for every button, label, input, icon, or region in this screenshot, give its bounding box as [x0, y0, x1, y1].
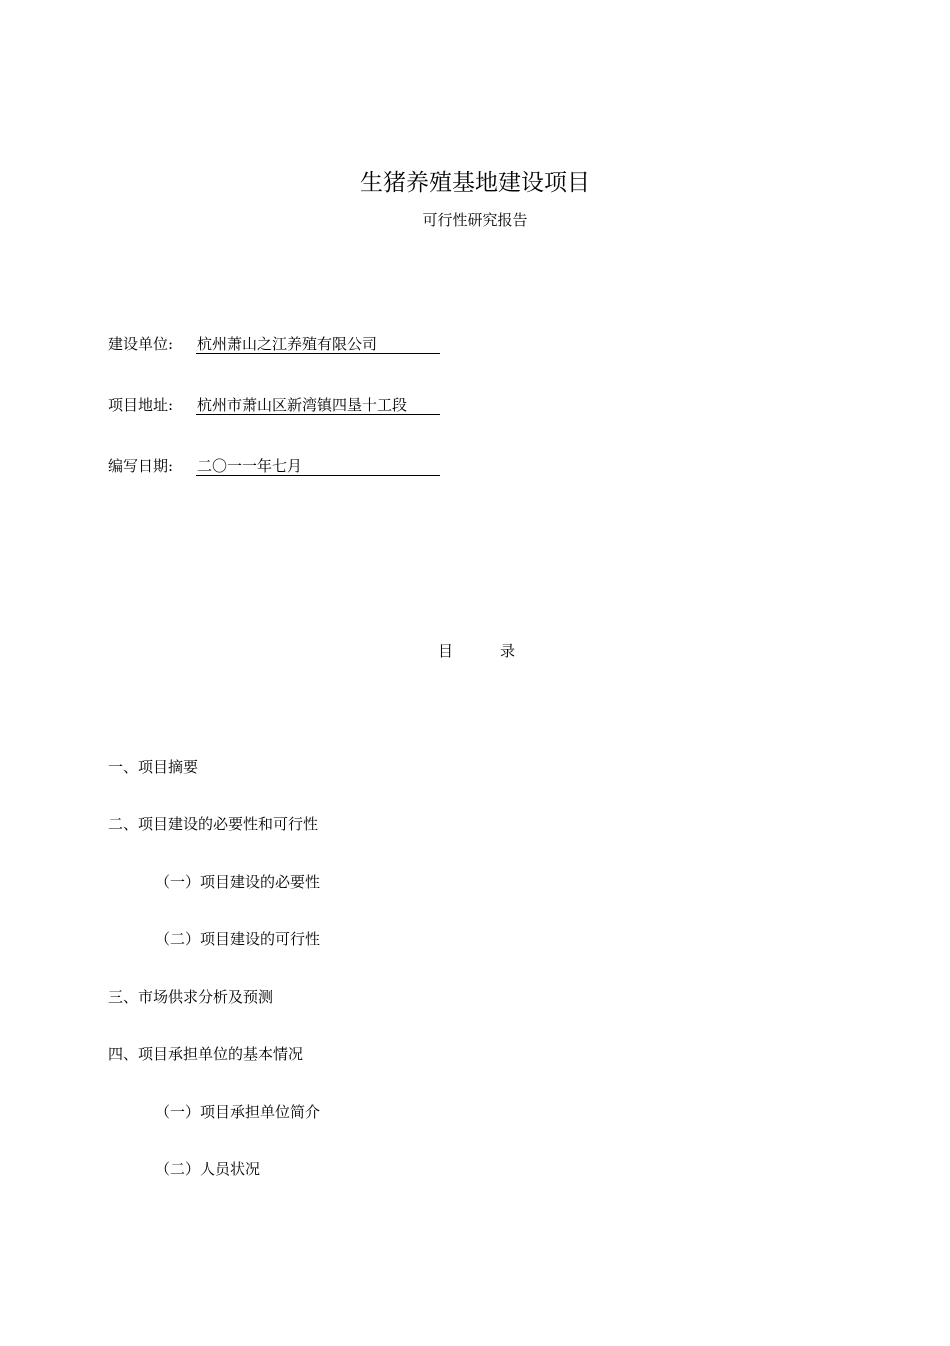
report-subtitle: 可行性研究报告 — [422, 211, 528, 229]
toc-heading-right: 录 — [500, 642, 516, 660]
field-value: 杭州萧山之江养殖有限公司 — [196, 333, 440, 354]
toc-subitem: （一）项目建设的必要性 — [155, 873, 321, 891]
toc-heading-left: 目 — [438, 642, 454, 660]
toc-item: 三、市场供求分析及预测 — [108, 988, 274, 1006]
field-label: 建设单位: — [108, 335, 174, 353]
toc-subitem: （二）项目建设的可行性 — [155, 930, 321, 948]
toc-subitem: （二）人员状况 — [155, 1160, 261, 1178]
toc-item: 二、项目建设的必要性和可行性 — [108, 815, 319, 833]
field-value: 二〇一一年七月 — [196, 455, 440, 476]
field-label: 编写日期: — [108, 457, 174, 475]
toc-subitem: （一）项目承担单位简介 — [155, 1103, 321, 1121]
toc-item: 四、项目承担单位的基本情况 — [108, 1045, 304, 1063]
field-value: 杭州市萧山区新湾镇四垦十工段 — [196, 394, 440, 415]
field-label: 项目地址: — [108, 396, 174, 414]
report-title: 生猪养殖基地建设项目 — [360, 170, 590, 196]
toc-item: 一、项目摘要 — [108, 758, 199, 776]
